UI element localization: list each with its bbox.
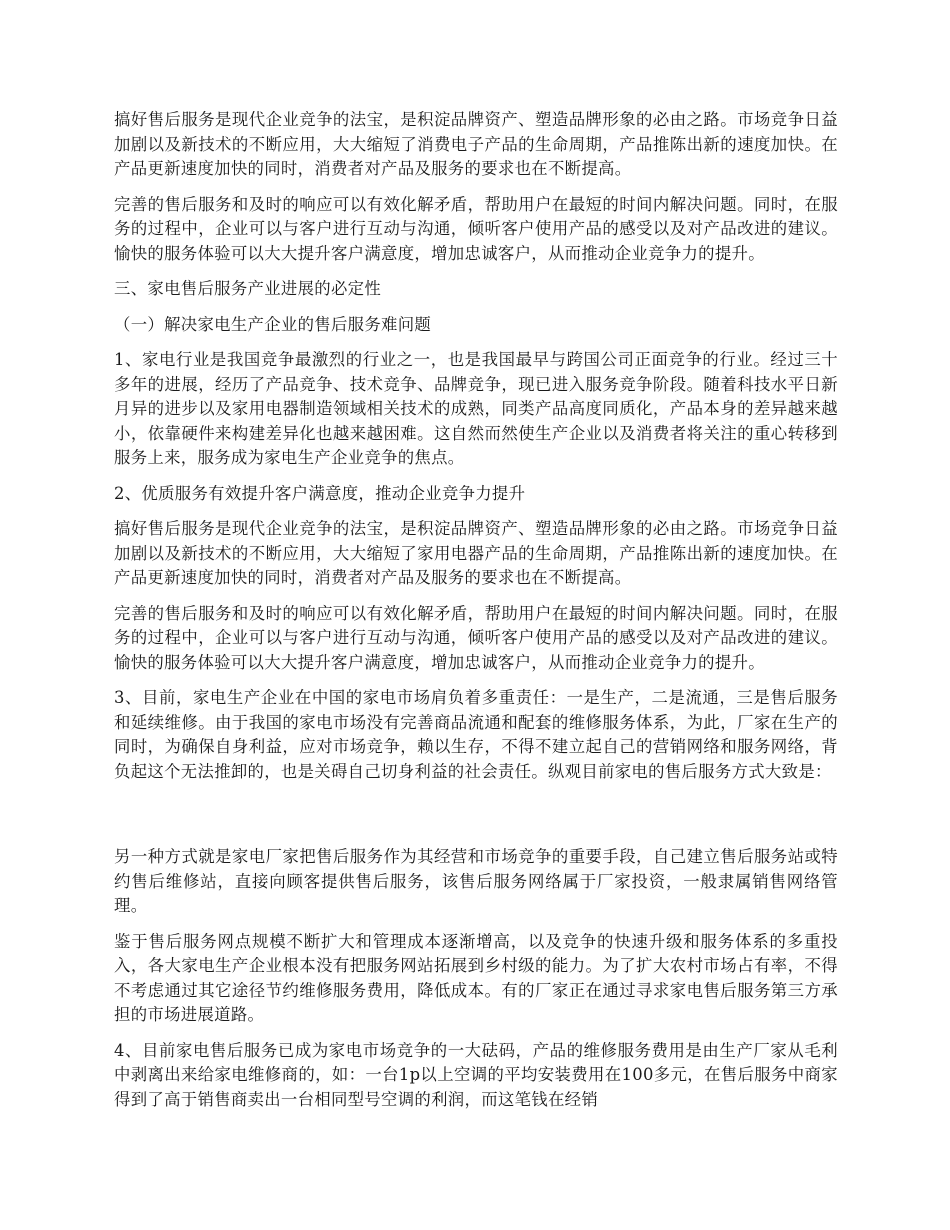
paragraph-point-4: 4、目前家电售后服务已成为家电市场竞争的一大砝码，产品的维修服务费用是由生产厂家从毛利中剥离出来给家电维修商的，如：一台1p以上空调的平均安装费用在100多元，在售后服务中商家得到了高于销售商卖出一台相同型号空调的利润，而这笔钱在经销 bbox=[114, 1040, 838, 1109]
paragraph-service-response-repeat: 完善的售后服务和及时的响应可以有效化解矛盾，帮助用户在最短的时间内解决问题。同时，在服务的过程中，企业可以与客户进行互动与沟通，倾听客户使用产品的感受以及对产品改进的建议。愉快的服务体验可以大大提升客户满意度，增加忠诚客户，从而推动企业竞争力的提升。 bbox=[114, 603, 838, 672]
paragraph-after-sales-repeat: 搞好售后服务是现代企业竞争的法宝，是积淀品牌资产、塑造品牌形象的必由之路。市场竞争日益加剧以及新技术的不断应用，大大缩短了家用电器产品的生命周期，产品推陈出新的速度加快。在产品更新速度加快的同时，消费者对产品及服务的要求也在不断提高。 bbox=[114, 519, 838, 587]
document-body bbox=[114, 108, 838, 1123]
paragraph-point-3: 3、目前，家电生产企业在中国的家电市场肩负着多重责任：一是生产，二是流通，三是售后服务和延续维修。由于我国的家电市场没有完善商品流通和配套的维修服务体系，为此，厂家在生产的同时，为确保自身利益，应对市场竞争，赖以生存，不得不建立起自己的营销网络和服务网络，背负起这个无法推卸的，也是关碍自己切身利益的社会责任。纵观目前家电的售后服务方式大致是： bbox=[114, 688, 838, 781]
subsection-heading-1: （一）解决家电生产企业的售后服务难问题 bbox=[114, 314, 432, 334]
paragraph-service-response: 完善的售后服务和及时的响应可以有效化解矛盾，帮助用户在最短的时间内解决问题。同时，在服务的过程中，企业可以与客户进行互动与沟通，倾听客户使用产品的感受以及对产品改进的建议。愉快的服务体验可以大大提升客户满意度，增加忠诚客户，从而推动企业竞争力的提升。 bbox=[114, 194, 838, 263]
paragraph-point-1: 1、家电行业是我国竞争最激烈的行业之一，也是我国最早与跨国公司正面竞争的行业。经过三十多年的进展，经历了产品竞争、技术竞争、品牌竞争，现已进入服务竞争阶段。随着科技水平日新月异的进步以及家用电器制造领域相关技术的成熟，同类产品高度同质化，产品本身的差异越来越小，依靠硬件来构建差异化也越来越困难。这自然而然使生产企业以及消费者将关注的重心转移到服务上来，服务成为家电生产企业竞争的焦点。 bbox=[114, 350, 838, 467]
paragraph-point-2-heading: 2、优质服务有效提升客户满意度，推动企业竞争力提升 bbox=[114, 483, 526, 503]
blank-gap bbox=[114, 795, 838, 845]
paragraph-cost-expansion: 鉴于售后服务网点规模不断扩大和管理成本逐渐增高，以及竞争的快速升级和服务体系的多重投入，各大家电生产企业根本没有把服务网站拓展到乡村级的能力。为了扩大农村市场占有率，不得不考虑通过其它途径节约维修服务费用，降低成本。有的厂家正在通过寻求家电售后服务第三方承担的市场进展道路。 bbox=[114, 931, 838, 1024]
section-heading-3: 三、家电售后服务产业进展的必定性 bbox=[114, 279, 382, 298]
paragraph-intro-after-sales: 搞好售后服务是现代企业竞争的法宝，是积淀品牌资产、塑造品牌形象的必由之路。市场竞争日益加剧以及新技术的不断应用，大大缩短了消费电子产品的生命周期，产品推陈出新的速度加快。在产品更新速度加快的同时，消费者对产品及服务的要求也在不断提高。 bbox=[114, 110, 838, 178]
paragraph-another-method: 另一种方式就是家电厂家把售后服务作为其经营和市场竞争的重要手段，自己建立售后服务站或特约售后维修站，直接向顾客提供售后服务，该售后服务网络属于厂家投资，一般隶属销售网络管理。 bbox=[114, 847, 838, 915]
